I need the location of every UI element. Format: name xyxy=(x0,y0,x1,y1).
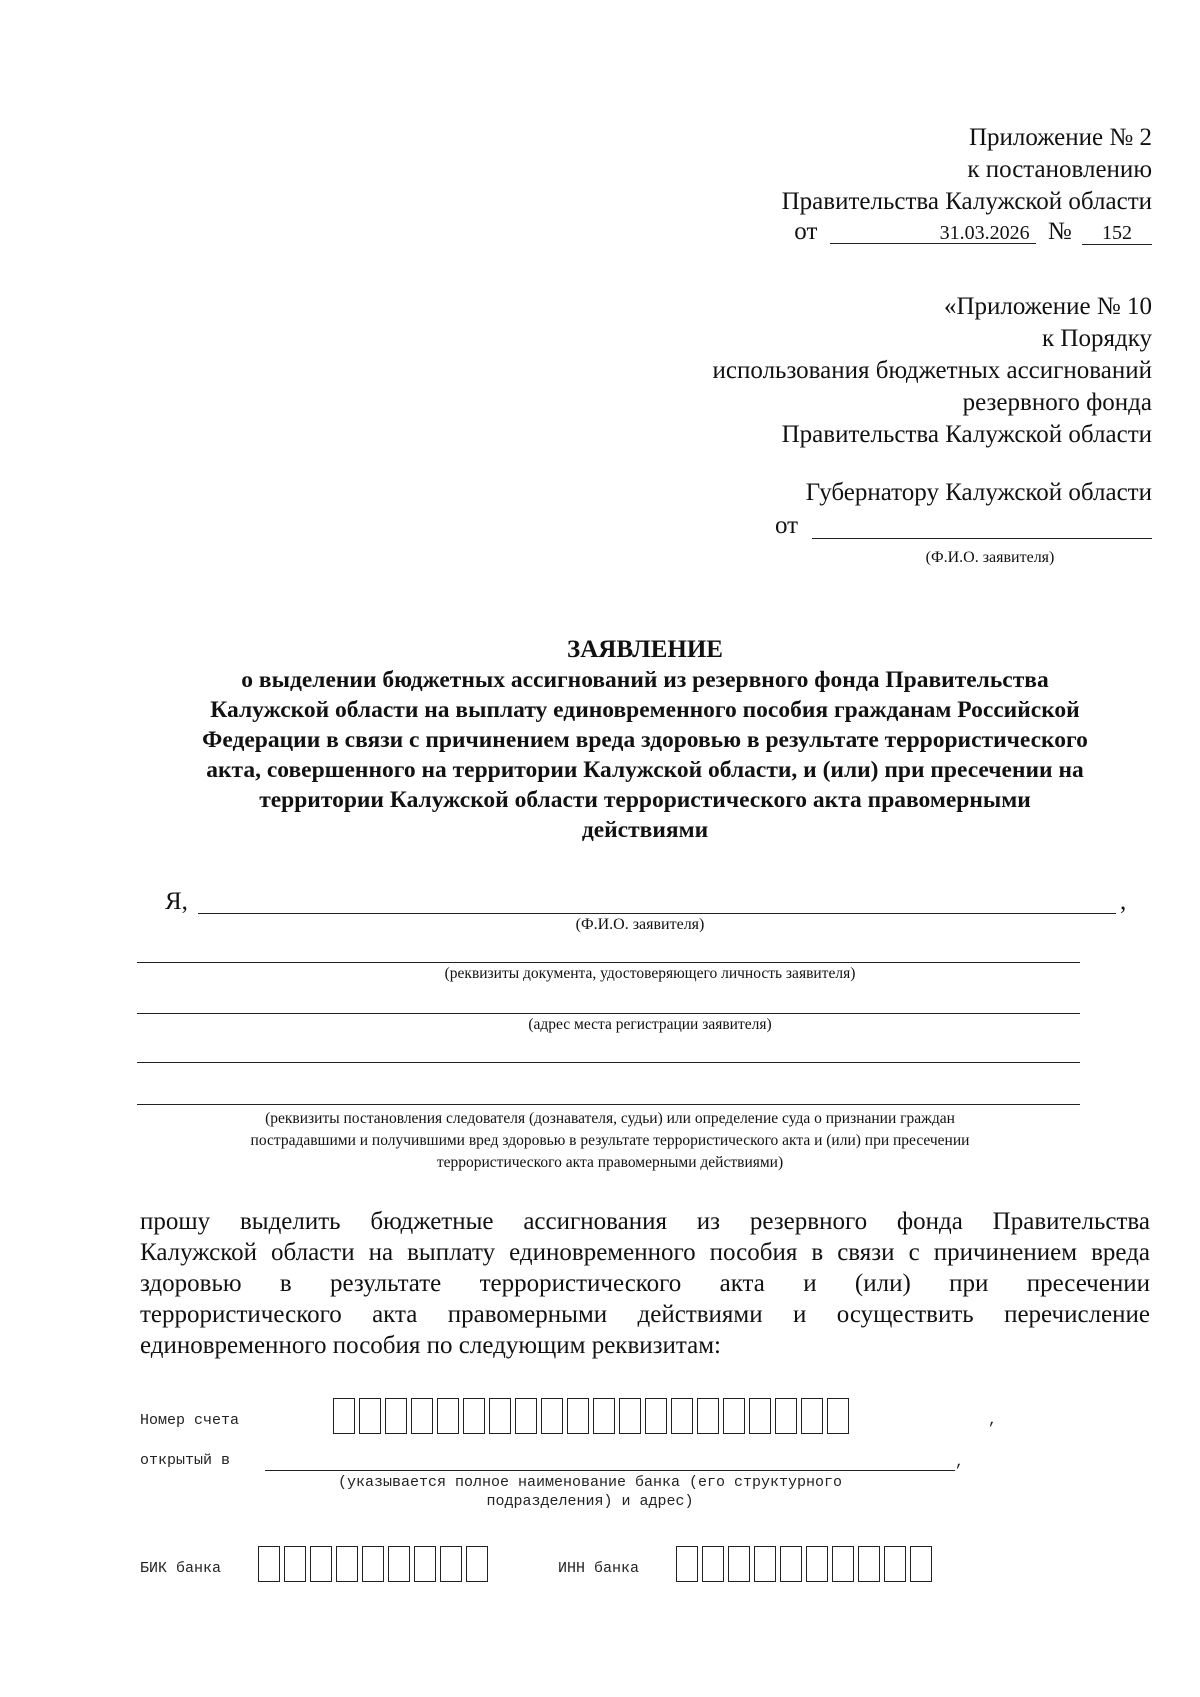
inn-digit-cell[interactable] xyxy=(910,1546,932,1582)
bik-digit-cell[interactable] xyxy=(336,1546,358,1582)
account-digit-cell[interactable] xyxy=(723,1398,745,1434)
appendix-line-3: использования бюджетных ассигнований xyxy=(712,357,1152,384)
request-line-3: здоровью в результате террористического акта и (или) при пресечении xyxy=(140,1270,1150,1297)
bik-digit-cell[interactable] xyxy=(362,1546,384,1582)
addressee-from-label: от xyxy=(775,512,799,539)
title-heading: ЗАЯВЛЕНИЕ xyxy=(567,636,723,663)
account-label: Номер счета xyxy=(140,1412,240,1429)
applicant-doc-caption: (реквизиты документа, удостоверяющего личность заявителя) xyxy=(444,965,856,982)
bik-digit-cell[interactable] xyxy=(414,1546,436,1582)
bik-digit-cell[interactable] xyxy=(388,1546,410,1582)
inn-digit-cell[interactable] xyxy=(806,1546,828,1582)
account-digit-cell[interactable] xyxy=(567,1398,589,1434)
appendix-block xyxy=(552,291,1152,451)
account-digit-cell[interactable] xyxy=(463,1398,485,1434)
applicant-prefix: Я, xyxy=(165,888,188,915)
decision-caption-line-2: пострадавшими и получившими вред здоровью в результате террористического акта и (или) при пресечении xyxy=(250,1132,970,1149)
bik-digit-cell[interactable] xyxy=(440,1546,462,1582)
request-paragraph xyxy=(140,1206,1150,1361)
header-line-resolution: к постановлению xyxy=(967,156,1152,183)
title-line-2: Калужской области на выплату единовременного пособия гражданам Российской xyxy=(210,697,1080,723)
request-line-1: прошу выделить бюджетные ассигнования из резервного фонда Правительства xyxy=(140,1208,1150,1235)
title-line-3: Федерации в связи с причинением вреда здоровью в результате террористического xyxy=(202,727,1088,753)
account-digit-cell[interactable] xyxy=(515,1398,537,1434)
account-digit-cell[interactable] xyxy=(593,1398,615,1434)
bank-caption-line-2: подразделения) и адрес) xyxy=(486,1493,694,1510)
account-suffix: , xyxy=(988,1412,998,1429)
inn-digit-cell[interactable] xyxy=(728,1546,750,1582)
inn-digit-cell[interactable] xyxy=(858,1546,880,1582)
title-line-6: действиями xyxy=(581,817,709,843)
addressee-from-field[interactable] xyxy=(812,538,1152,539)
account-number-cells[interactable] xyxy=(333,1398,853,1434)
decision-field-line-1[interactable] xyxy=(137,1062,1080,1063)
bik-cells[interactable] xyxy=(258,1546,492,1582)
account-digit-cell[interactable] xyxy=(385,1398,407,1434)
decision-caption xyxy=(110,1108,1110,1174)
appendix-line-5: Правительства Калужской области xyxy=(781,421,1152,448)
inn-digit-cell[interactable] xyxy=(754,1546,776,1582)
applicant-address-caption: (адрес места регистрации заявителя) xyxy=(528,1016,772,1033)
bik-digit-cell[interactable] xyxy=(310,1546,332,1582)
request-line-5: единовременного пособия по следующим реквизитам: xyxy=(140,1332,721,1359)
bik-digit-cell[interactable] xyxy=(466,1546,488,1582)
inn-digit-cell[interactable] xyxy=(832,1546,854,1582)
opened-suffix: , xyxy=(955,1454,965,1471)
inn-digit-cell[interactable] xyxy=(884,1546,906,1582)
request-line-4: террористического акта правомерными действиями и осуществить перечисление xyxy=(140,1301,1150,1328)
applicant-suffix: , xyxy=(1120,888,1127,915)
decision-caption-line-1: (реквизиты постановления следователя (дознавателя, судьи) или определение суда о признании граждан xyxy=(265,1110,955,1127)
inn-digit-cell[interactable] xyxy=(676,1546,698,1582)
opened-label: открытый в xyxy=(140,1452,231,1469)
title-line-4: акта, совершенного на территории Калужской области, и (или) при пресечении на xyxy=(206,757,1084,783)
bank-name-field[interactable] xyxy=(265,1470,955,1471)
applicant-fio-caption: (Ф.И.О. заявителя) xyxy=(575,916,705,933)
appendix-line-4: резервного фонда xyxy=(962,389,1152,416)
inn-cells[interactable] xyxy=(676,1546,936,1582)
date-field[interactable]: 31.03.2026 xyxy=(830,222,1036,244)
inn-digit-cell[interactable] xyxy=(702,1546,724,1582)
account-digit-cell[interactable] xyxy=(359,1398,381,1434)
decision-field-line-2[interactable] xyxy=(137,1104,1080,1105)
appendix-line-1: «Приложение № 10 xyxy=(943,293,1152,320)
addressee-caption: (Ф.И.О. заявителя) xyxy=(925,549,1055,566)
from-label: от xyxy=(794,218,818,245)
inn-digit-cell[interactable] xyxy=(780,1546,802,1582)
header-line-government: Правительства Калужской области xyxy=(781,188,1152,215)
account-digit-cell[interactable] xyxy=(411,1398,433,1434)
account-digit-cell[interactable] xyxy=(827,1398,849,1434)
applicant-address-field[interactable] xyxy=(137,1013,1080,1014)
account-digit-cell[interactable] xyxy=(749,1398,771,1434)
account-digit-cell[interactable] xyxy=(645,1398,667,1434)
header-block xyxy=(552,122,1152,248)
bik-label: БИК банка xyxy=(140,1560,222,1577)
bank-caption xyxy=(240,1473,940,1511)
decision-caption-line-3: террористического акта правомерными действиями) xyxy=(436,1154,784,1171)
account-digit-cell[interactable] xyxy=(775,1398,797,1434)
account-digit-cell[interactable] xyxy=(697,1398,719,1434)
number-label: № xyxy=(1047,218,1072,245)
appendix-line-2: к Порядку xyxy=(1042,325,1152,352)
account-digit-cell[interactable] xyxy=(333,1398,355,1434)
inn-label: ИНН банка xyxy=(558,1560,640,1577)
account-digit-cell[interactable] xyxy=(541,1398,563,1434)
bank-caption-line-1: (указывается полное наименование банка (его структурного xyxy=(337,1474,843,1491)
request-line-2: Калужской области на выплату единовременного пособия в связи с причинением вреда xyxy=(140,1239,1150,1266)
account-digit-cell[interactable] xyxy=(489,1398,511,1434)
bik-digit-cell[interactable] xyxy=(284,1546,306,1582)
title-line-5: территории Калужской области террористического акта правомерными xyxy=(259,787,1031,813)
applicant-doc-field[interactable] xyxy=(137,962,1080,963)
statement-title xyxy=(60,635,1200,845)
bik-digit-cell[interactable] xyxy=(258,1546,280,1582)
account-digit-cell[interactable] xyxy=(619,1398,641,1434)
header-line-appendix: Приложение № 2 xyxy=(968,124,1152,151)
number-field[interactable]: 152 xyxy=(1082,222,1152,245)
account-digit-cell[interactable] xyxy=(437,1398,459,1434)
title-line-1: о выделении бюджетных ассигнований из резервного фонда Правительства xyxy=(241,667,1049,693)
applicant-fio-field[interactable] xyxy=(198,913,1116,914)
addressee-line: Губернатору Калужской области xyxy=(805,479,1152,506)
account-digit-cell[interactable] xyxy=(671,1398,693,1434)
header-date-number-row xyxy=(552,216,1152,248)
account-digit-cell[interactable] xyxy=(801,1398,823,1434)
